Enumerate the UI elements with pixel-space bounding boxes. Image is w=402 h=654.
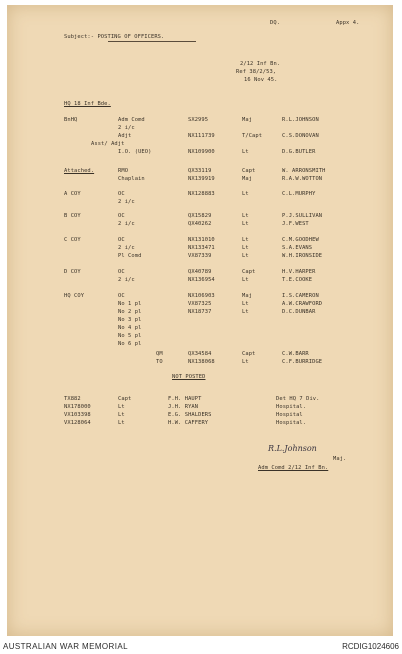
posting-number: NX136954 bbox=[188, 277, 215, 283]
posting-number: QX40262 bbox=[188, 221, 212, 227]
posting-role: 2 i/c bbox=[118, 245, 135, 251]
appendix-label: Appx 4. bbox=[336, 20, 360, 26]
posting-group: B COY bbox=[64, 213, 81, 219]
posting-name: C.W.BARR bbox=[282, 351, 309, 357]
posting-rank: Capt bbox=[242, 168, 256, 174]
posting-rank: Maj bbox=[242, 176, 253, 182]
posting-name: R.L.JOHNSON bbox=[282, 117, 319, 123]
posting-rank: Lt bbox=[242, 149, 249, 155]
posting-group: D COY bbox=[64, 269, 81, 275]
posting-number: VX87339 bbox=[188, 253, 212, 259]
posting-role: No 6 pl bbox=[118, 341, 142, 347]
posting-role: No 3 pl bbox=[118, 317, 142, 323]
hq-heading: HQ 18 Inf Bde. bbox=[64, 101, 111, 107]
not-posted-number: VX128064 bbox=[64, 420, 91, 426]
posting-rank: Lt bbox=[242, 237, 249, 243]
subject-line: Subject:- POSTING OF OFFICERS. bbox=[64, 34, 165, 40]
posting-number: NX133471 bbox=[188, 245, 215, 251]
posting-role: Asst/ Adjt bbox=[91, 141, 125, 147]
posting-rank: Capt bbox=[242, 351, 256, 357]
not-posted-number: VX103398 bbox=[64, 412, 91, 418]
posting-rank: Maj bbox=[242, 293, 253, 299]
posting-role: 2 i/c bbox=[118, 277, 135, 283]
not-posted-rank: Lt bbox=[118, 412, 125, 418]
posting-number: NX111739 bbox=[188, 133, 215, 139]
posting-role: OC bbox=[118, 191, 125, 197]
header-dq: DQ. bbox=[270, 20, 281, 26]
not-posted-rank: Capt bbox=[118, 396, 132, 402]
posting-name: C.L.MURPHY bbox=[282, 191, 316, 197]
posting-number: NX109900 bbox=[188, 149, 215, 155]
posting-role: No 1 pl bbox=[118, 301, 142, 307]
posting-name: C.M.GOODHEW bbox=[282, 237, 319, 243]
posting-name: S.A.EVANS bbox=[282, 245, 313, 251]
posting-role: 2 i/c bbox=[118, 221, 135, 227]
posting-number: NX106903 bbox=[188, 293, 215, 299]
posting-role: Pl Comd bbox=[118, 253, 142, 259]
document-page bbox=[7, 5, 393, 636]
posting-number: QX34584 bbox=[188, 351, 212, 357]
not-posted-name: E.G. SHALDERS bbox=[168, 412, 212, 418]
not-posted-name: H.W. CAFFERY bbox=[168, 420, 209, 426]
posting-rank: Lt bbox=[242, 359, 249, 365]
posting-role: Adjt bbox=[118, 133, 132, 139]
posting-number: QX15829 bbox=[188, 213, 212, 219]
archive-footer bbox=[0, 638, 402, 654]
posting-name: C.S.DONOVAN bbox=[282, 133, 319, 139]
posting-number: NX18737 bbox=[188, 309, 212, 315]
posting-role: OC bbox=[118, 237, 125, 243]
posting-role: OC bbox=[118, 269, 125, 275]
posting-number: VX87325 bbox=[188, 301, 212, 307]
posting-group: A COY bbox=[64, 191, 81, 197]
posting-name: H.V.HARPER bbox=[282, 269, 316, 275]
posting-rank: Lt bbox=[242, 213, 249, 219]
posting-number: QX33119 bbox=[188, 168, 212, 174]
posting-role: I.O. (UEO) bbox=[118, 149, 152, 155]
not-posted-name: J.H. RYAN bbox=[168, 404, 199, 410]
not-posted-rank: Lt bbox=[118, 404, 125, 410]
not-posted-number: NX178000 bbox=[64, 404, 91, 410]
posting-number: NX138068 bbox=[188, 359, 215, 365]
posting-rank: Lt bbox=[242, 191, 249, 197]
posting-number: QX40789 bbox=[188, 269, 212, 275]
posting-name: C.F.BURRIDGE bbox=[282, 359, 323, 365]
posting-name: D.G.BUTLER bbox=[282, 149, 316, 155]
posting-rank: Lt bbox=[242, 245, 249, 251]
posting-group: C COY bbox=[64, 237, 81, 243]
posting-role: Chaplain bbox=[118, 176, 145, 182]
posting-name: I.S.CAMERON bbox=[282, 293, 319, 299]
posting-role: 2 i/c bbox=[118, 125, 135, 131]
posting-name: A.W.CRAWFORD bbox=[282, 301, 323, 307]
unit-ref: 2/12 Inf Bn. bbox=[240, 61, 281, 67]
posting-number: NX131010 bbox=[188, 237, 215, 243]
not-posted-destination: Hospital. bbox=[276, 404, 307, 410]
posting-role: 2 i/c bbox=[118, 199, 135, 205]
posting-group: HQ COY bbox=[64, 293, 85, 299]
posting-role: OC bbox=[118, 213, 125, 219]
posting-rank: Lt bbox=[242, 301, 249, 307]
document-date: 16 Nov 45. bbox=[244, 77, 278, 83]
not-posted-destination: Hospital. bbox=[276, 420, 307, 426]
posting-role: OC bbox=[118, 293, 125, 299]
signature-rank: Maj. bbox=[333, 456, 347, 462]
not-posted-destination: Hospital bbox=[276, 412, 303, 418]
posting-role: RMO bbox=[118, 168, 129, 174]
posting-name: J.F.WEST bbox=[282, 221, 309, 227]
posting-name: R.A.W.WOTTON bbox=[282, 176, 323, 182]
posting-name: W.H.IRONSIDE bbox=[282, 253, 323, 259]
posting-rank: Capt bbox=[242, 269, 256, 275]
not-posted-destination: Det HQ 7 Div. bbox=[276, 396, 320, 402]
posting-rank: Maj bbox=[242, 117, 253, 123]
posting-number: NX128883 bbox=[188, 191, 215, 197]
posting-role: TO bbox=[156, 359, 163, 365]
posting-number: SX2995 bbox=[188, 117, 209, 123]
archive-name: AUSTRALIAN WAR MEMORIAL bbox=[3, 642, 128, 651]
posting-role: No 5 pl bbox=[118, 333, 142, 339]
handwritten-signature: R.L.Johnson bbox=[268, 444, 317, 453]
posting-group: Attached. bbox=[64, 168, 95, 174]
posting-role: QM bbox=[156, 351, 163, 357]
not-posted-rank: Lt bbox=[118, 420, 125, 426]
posting-role: No 2 pl bbox=[118, 309, 142, 315]
posting-name: T.E.COOKE bbox=[282, 277, 313, 283]
not-posted-name: F.H. HAUPT bbox=[168, 396, 202, 402]
subject-underline bbox=[108, 41, 196, 42]
archive-id: RCDIG1024606 bbox=[342, 642, 399, 651]
posting-name: D.C.DUNBAR bbox=[282, 309, 316, 315]
posting-rank: Lt bbox=[242, 277, 249, 283]
posting-rank: Lt bbox=[242, 309, 249, 315]
signature-title: Adm Comd 2/12 Inf Bn. bbox=[258, 465, 329, 471]
posting-role: Adm Comd bbox=[118, 117, 145, 123]
posting-name: P.J.SULLIVAN bbox=[282, 213, 323, 219]
not-posted-heading: NOT POSTED bbox=[172, 374, 206, 380]
posting-rank: Lt bbox=[242, 221, 249, 227]
posting-rank: T/Capt bbox=[242, 133, 263, 139]
not-posted-number: TX882 bbox=[64, 396, 81, 402]
posting-number: NX139919 bbox=[188, 176, 215, 182]
posting-rank: Lt bbox=[242, 253, 249, 259]
posting-group: BnHQ bbox=[64, 117, 78, 123]
reference-number: Ref 38/2/53, bbox=[236, 69, 277, 75]
posting-name: W. ARRONSMITH bbox=[282, 168, 326, 174]
posting-role: No 4 pl bbox=[118, 325, 142, 331]
